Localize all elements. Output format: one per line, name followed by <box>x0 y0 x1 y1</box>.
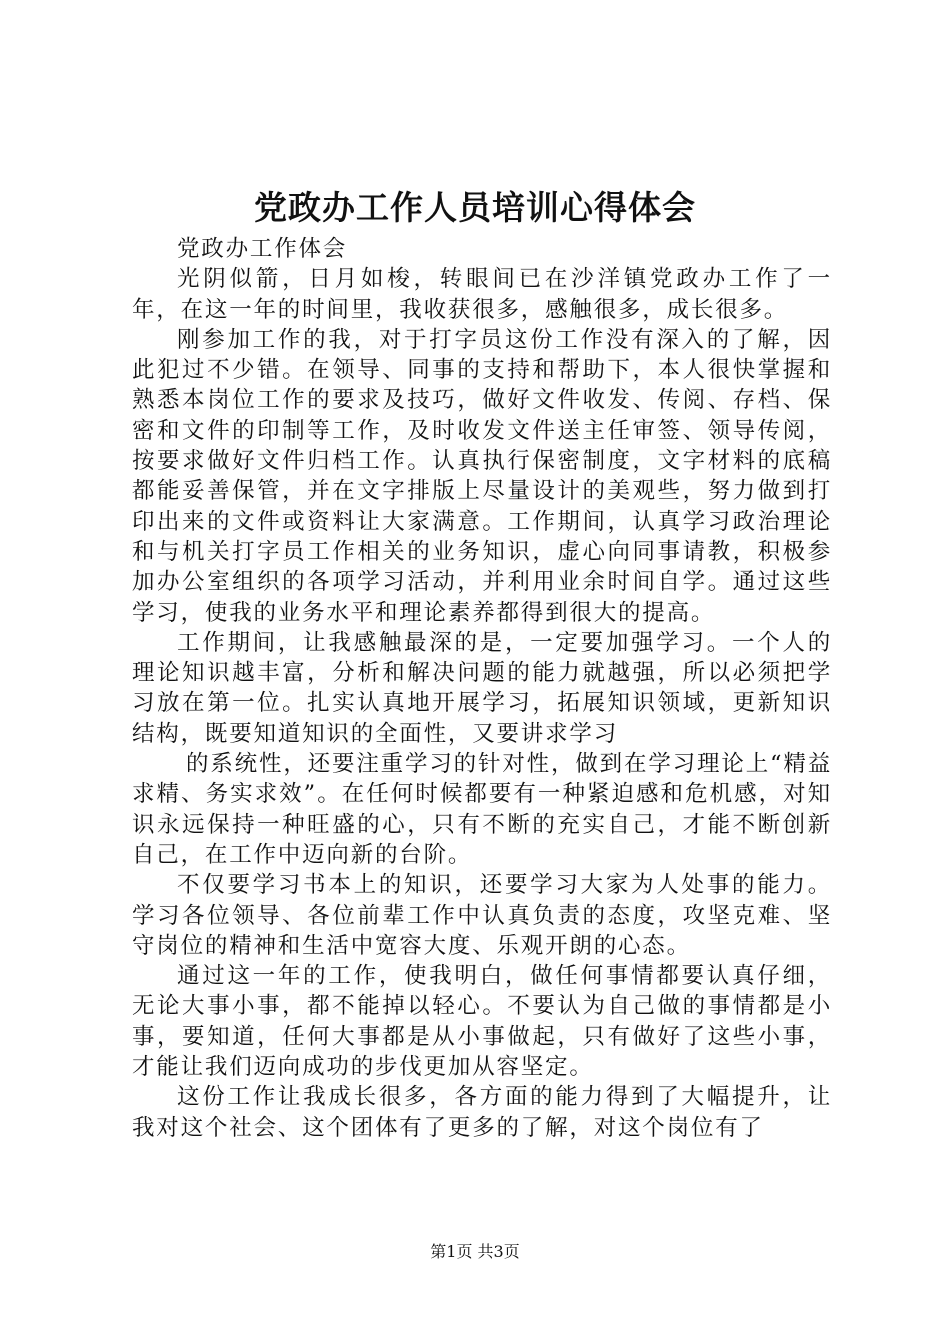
paragraph: 光阴似箭，日月如梭，转眼间已在沙洋镇党政办工作了一年，在这一年的时间里，我收获很多，感触很多，成长很多。 <box>132 266 832 323</box>
paragraph: 这份工作让我成长很多，各方面的能力得到了大幅提升，让我对这个社会、这个团体有了更多的了解，对这个岗位有了 <box>132 1084 832 1141</box>
paragraph: 通过这一年的工作，使我明白，做任何事情都要认真仔细，无论大事小事，都不能掉以轻心。不要认为自己做的事情都是小事，要知道，任何大事都是从小事做起，只有做好了这些小事，才能让我们迈向成功的步伐更加从容坚定。 <box>132 963 832 1081</box>
paragraph-heading: 党政办工作体会 <box>177 236 348 262</box>
document-title: 党政办工作人员培训心得体会 <box>254 188 696 227</box>
document-body <box>132 234 832 1143</box>
page-number-footer: 第1页 共3页 <box>430 1242 520 1261</box>
paragraph: 工作期间，让我感触最深的是，一定要加强学习。一个人的理论知识越丰富，分析和解决问题的能力就越强，所以必须把学习放在第一位。扎实认真地开展学习，拓展知识领域，更新知识结构，既要知道知识的全面性，又要讲求学习 <box>132 629 832 747</box>
paragraph: 的系统性，还要注重学习的针对性，做到在学习理论上“精益求精、务实求效”。在任何时候都要有一种紧迫感和危机感，对知识永远保持一种旺盛的心，只有不断的充实自己，才能不断创新自己，在工作中迈向新的台阶。 <box>132 751 832 868</box>
paragraph: 刚参加工作的我，对于打字员这份工作没有深入的了解，因此犯过不少错。在领导、同事的支持和帮助下，本人很快掌握和熟悉本岗位工作的要求及技巧，做好文件收发、传阅、存档、保密和文件的印制等工作，及时收发文件送主任审签、领导传阅，按要求做好文件归档工作。认真执行保密制度，文字材料的底稿都能妥善保管，并在文字排版上尽量设计的美观些，努力做到打印出来的文件或资料让大家满意。工作期间，认真学习政治理论和与机关打字员工作相关的业务知识，虚心向同事请教，积极参加办公室组织的各项学习活动，并利用业余时间自学。通过这些学习，使我的业务水平和理论素养都得到很大的提高。 <box>132 326 832 626</box>
paragraph: 不仅要学习书本上的知识，还要学习大家为人处事的能力。学习各位领导、各位前辈工作中认真负责的态度，攻坚克难、坚守岗位的精神和生活中宽容大度、乐观开朗的心态。 <box>132 872 832 959</box>
